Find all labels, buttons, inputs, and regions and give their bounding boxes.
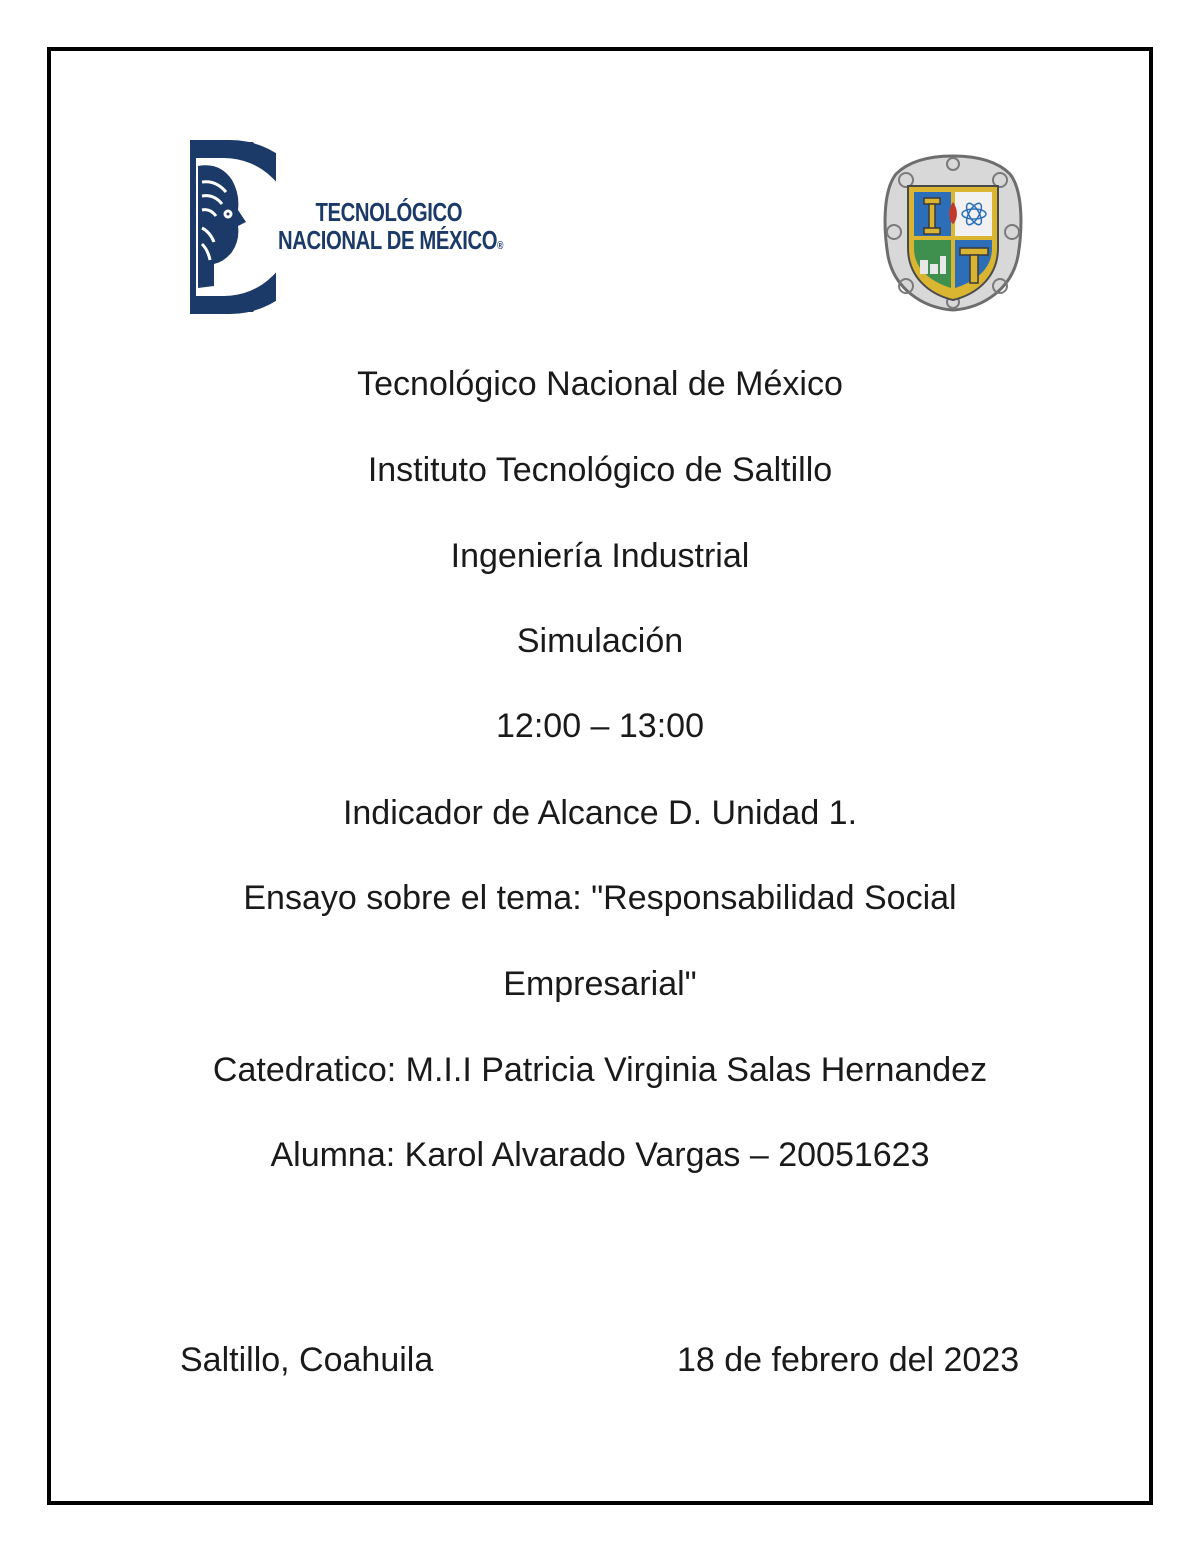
student-name: Alumna: Karol Alvarado Vargas – 20051623: [270, 1136, 930, 1174]
its-crest-logo: [880, 152, 1026, 314]
assignment-indicator: Indicador de Alcance D. Unidad 1.: [342, 794, 858, 832]
tecnm-wordmark: [278, 198, 503, 260]
class-schedule: 12:00 – 13:00: [496, 707, 704, 745]
course-name: Simulación: [516, 622, 684, 660]
date-text: 18 de febrero del 2023: [677, 1341, 1020, 1379]
tecnm-wordmark-line2: [278, 226, 503, 260]
institution-name: Tecnológico Nacional de México: [357, 365, 843, 403]
essay-topic-line1: Ensayo sobre el tema: "Responsabilidad Social: [243, 879, 957, 917]
professor-name: Catedratico: M.I.I Patricia Virginia Salas Hernandez: [212, 1051, 988, 1089]
registered-mark: ®: [497, 240, 504, 252]
essay-topic-line2: Empresarial": [503, 965, 697, 1003]
location-text: Saltillo, Coahuila: [180, 1341, 434, 1379]
degree-program: Ingeniería Industrial: [450, 537, 750, 575]
tecnm-wordmark-line1: TECNOLÓGICO: [315, 197, 463, 227]
gear-eagle-warrior-icon: [180, 136, 276, 318]
tecnm-wordmark-name: NACIONAL DE MÉXICO: [278, 225, 498, 255]
tecnm-logo: [180, 136, 504, 318]
institute-shield-crest-icon: [880, 152, 1026, 314]
campus-name: Instituto Tecnológico de Saltillo: [367, 451, 833, 489]
